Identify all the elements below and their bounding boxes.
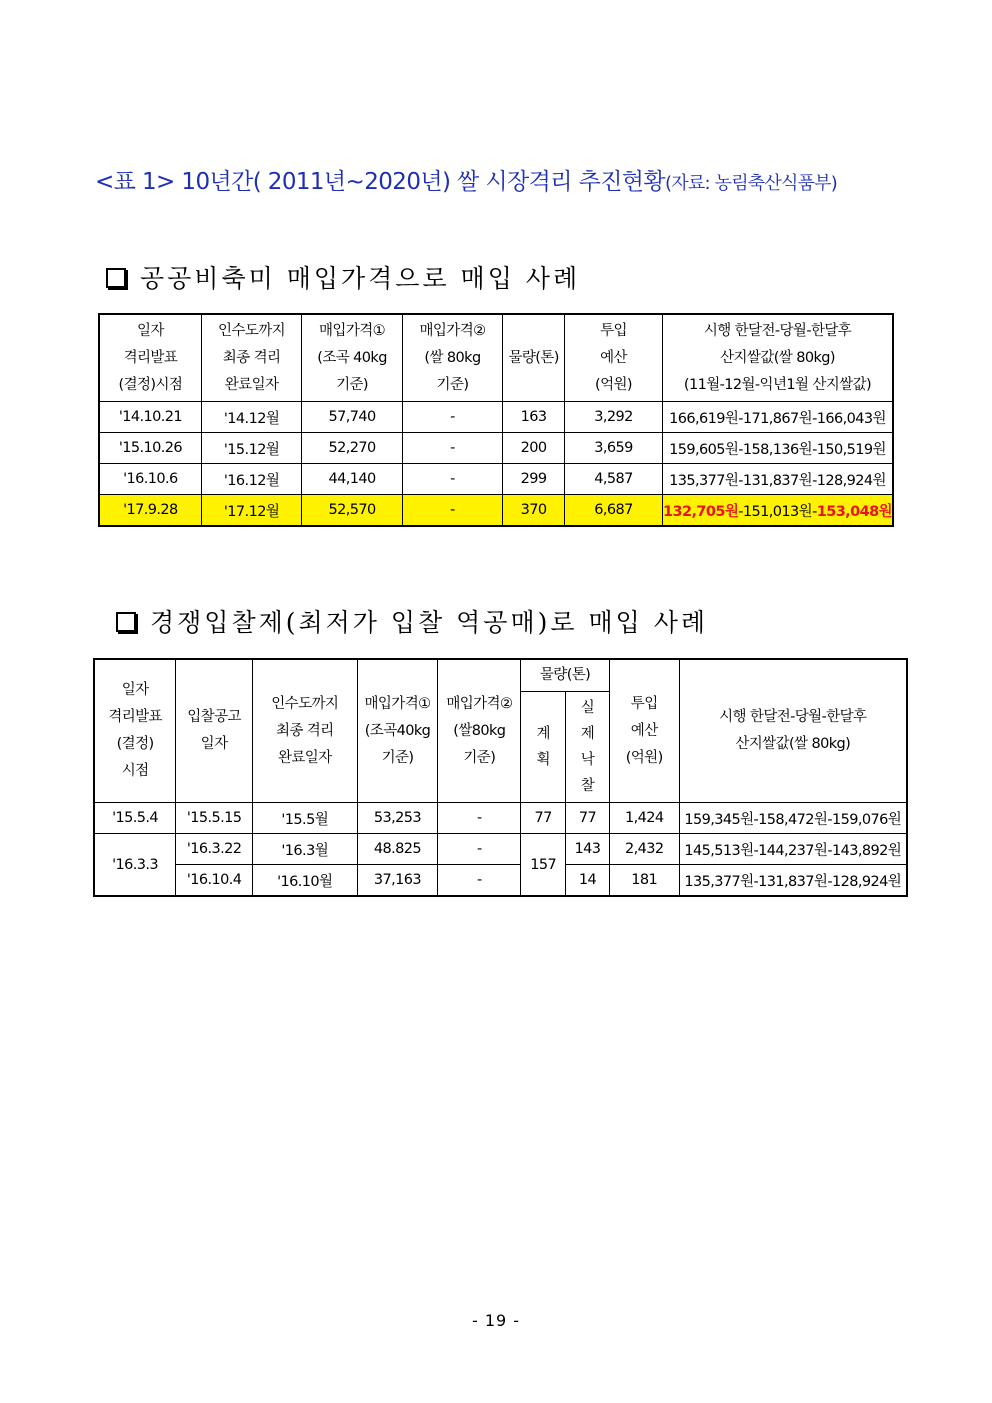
cell-market-price: 135,377원-131,837원-128,924원 xyxy=(679,865,907,897)
cell-price2: - xyxy=(438,834,521,865)
caption-source: (자료: 농림축산식품부) xyxy=(665,173,837,194)
cell-notice-date: '16.10.4 xyxy=(176,865,253,897)
section-title: 공공비축미 매입가격으로 매입 사례 xyxy=(140,264,581,293)
cell-date: '16.10.6 xyxy=(99,464,201,495)
cell-quantity: 163 xyxy=(503,402,565,433)
cell-planned: 157 xyxy=(521,834,566,897)
cell-price1: 53,253 xyxy=(357,803,438,834)
header-market-price: 시행 한달전-당월-한달후 산지쌀값(쌀 80kg) xyxy=(679,659,907,803)
cell-date: '16.3.3 xyxy=(94,834,176,897)
cell-market-price: 166,619원-171,867원-166,043원 xyxy=(663,402,893,433)
table-row xyxy=(99,402,893,433)
cell-price1: 52,270 xyxy=(302,433,402,464)
section-title: 경쟁입찰제(최저가 입찰 역공매)로 매입 사례 xyxy=(150,608,708,637)
market-price-before: 132,705원 xyxy=(663,503,739,520)
cell-date: '15.10.26 xyxy=(99,433,201,464)
cell-completion: '15.5월 xyxy=(252,803,357,834)
cell-actual: 143 xyxy=(566,834,610,865)
header-planned: 계 획 xyxy=(521,692,566,803)
caption-title: <표 1> 10년간( 2011년~2020년) 쌀 시장격리 추진현황 xyxy=(95,169,666,195)
cell-price1: 48.825 xyxy=(357,834,438,865)
cell-market-price: 159,605원-158,136원-150,519원 xyxy=(663,433,893,464)
cell-market-price: 145,513원-144,237원-143,892원 xyxy=(679,834,907,865)
cell-market-price: 159,345원-158,472원-159,076원 xyxy=(679,803,907,834)
cell-price2: - xyxy=(438,803,521,834)
cell-date: '17.9.28 xyxy=(99,495,201,527)
header-market-price: 시행 한달전-당월-한달후 산지쌀값(쌀 80kg) (11월-12월-익년1월 산지쌀값) xyxy=(663,314,893,402)
cell-market-price: 135,377원-131,837원-128,924원 xyxy=(663,464,893,495)
cell-budget: 4,587 xyxy=(565,464,663,495)
header-quantity: 물량(톤) xyxy=(521,659,610,692)
header-completion: 인수도까지 최종 격리 완료일자 xyxy=(252,659,357,803)
cell-budget: 181 xyxy=(609,865,679,897)
cell-price1: 44,140 xyxy=(302,464,402,495)
cell-price2: - xyxy=(402,433,502,464)
cell-price1: 52,570 xyxy=(302,495,402,527)
cell-completion: '16.12월 xyxy=(201,464,301,495)
header-completion: 인수도까지 최종 격리 완료일자 xyxy=(201,314,301,402)
cell-completion: '15.12월 xyxy=(201,433,301,464)
cell-price1: 37,163 xyxy=(357,865,438,897)
cell-completion: '16.3월 xyxy=(252,834,357,865)
cell-date: '14.10.21 xyxy=(99,402,201,433)
cell-completion: '14.12월 xyxy=(201,402,301,433)
checkbox-square-icon xyxy=(116,612,136,632)
cell-completion: '17.12월 xyxy=(201,495,301,527)
cell-price2: - xyxy=(402,402,502,433)
table-row xyxy=(94,803,907,834)
market-price-current: -151,013원- xyxy=(738,503,817,520)
cell-budget: 2,432 xyxy=(609,834,679,865)
table-caption xyxy=(95,163,837,196)
cell-market-price xyxy=(663,495,893,527)
table-header-row xyxy=(94,659,907,692)
cell-quantity: 299 xyxy=(503,464,565,495)
header-date: 일자 격리발표 (결정)시점 xyxy=(99,314,201,402)
cell-budget: 6,687 xyxy=(565,495,663,527)
table-row xyxy=(99,464,893,495)
page-number: - 19 - xyxy=(471,1311,521,1330)
cell-budget: 3,292 xyxy=(565,402,663,433)
header-price2: 매입가격② (쌀 80kg 기준) xyxy=(402,314,502,402)
cell-notice-date: '15.5.15 xyxy=(176,803,253,834)
table-row xyxy=(94,865,907,897)
table-row xyxy=(99,433,893,464)
section-heading-public-stock xyxy=(106,259,580,295)
header-price1: 매입가격① (조곡 40kg 기준) xyxy=(302,314,402,402)
public-stock-purchase-table xyxy=(98,313,894,527)
cell-price2: - xyxy=(438,865,521,897)
header-actual-awarded: 실 제 낙 찰 xyxy=(566,692,610,803)
header-quantity: 물량(톤) xyxy=(503,314,565,402)
header-notice-date: 입찰공고 일자 xyxy=(176,659,253,803)
cell-budget: 1,424 xyxy=(609,803,679,834)
table-header-row xyxy=(99,314,893,402)
cell-price1: 57,740 xyxy=(302,402,402,433)
cell-price2: - xyxy=(402,464,502,495)
header-price1: 매입가격① (조곡40kg 기준) xyxy=(357,659,438,803)
cell-notice-date: '16.3.22 xyxy=(176,834,253,865)
cell-quantity: 370 xyxy=(503,495,565,527)
competitive-bid-purchase-table xyxy=(93,658,908,897)
market-price-after: 153,048원 xyxy=(816,503,892,520)
header-budget: 투입 예산 (억원) xyxy=(609,659,679,803)
cell-date: '15.5.4 xyxy=(94,803,176,834)
cell-planned: 77 xyxy=(521,803,566,834)
header-budget: 투입 예산 (억원) xyxy=(565,314,663,402)
cell-quantity: 200 xyxy=(503,433,565,464)
cell-actual: 77 xyxy=(566,803,610,834)
cell-completion: '16.10월 xyxy=(252,865,357,897)
checkbox-square-icon xyxy=(106,268,126,288)
cell-price2: - xyxy=(402,495,502,527)
section-heading-competitive-bid xyxy=(116,603,708,639)
cell-actual: 14 xyxy=(566,865,610,897)
cell-budget: 3,659 xyxy=(565,433,663,464)
header-date: 일자 격리발표 (결정) 시점 xyxy=(94,659,176,803)
highlighted-table-row xyxy=(99,495,893,527)
header-price2: 매입가격② (쌀80kg 기준) xyxy=(438,659,521,803)
table-row xyxy=(94,834,907,865)
